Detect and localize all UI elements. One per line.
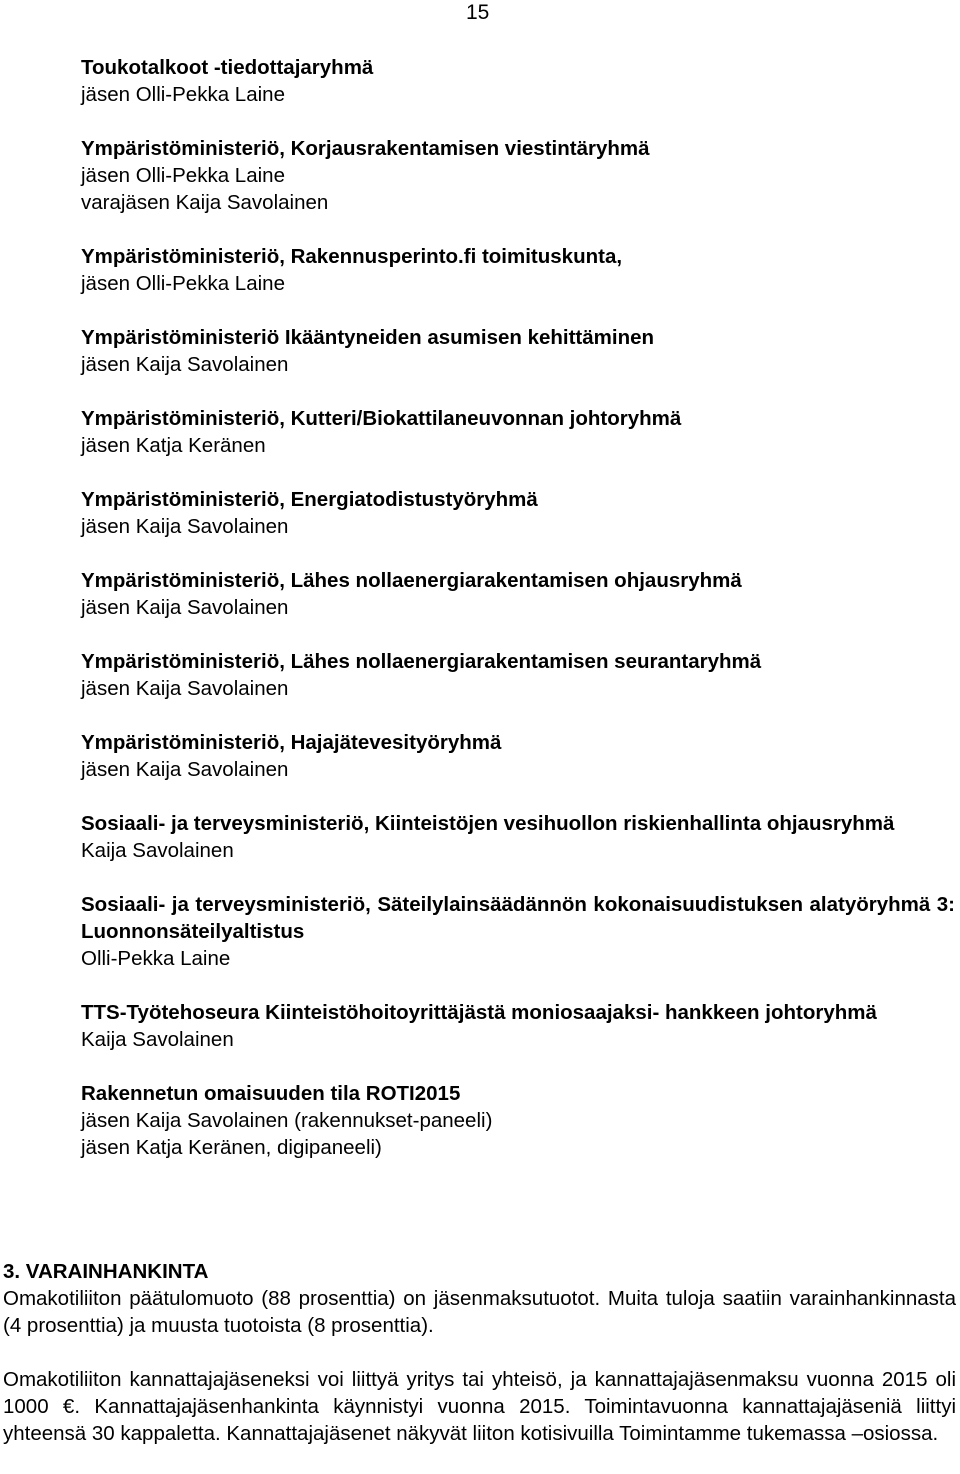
group-member: varajäsen Kaija Savolainen bbox=[81, 191, 329, 214]
group-title: Ympäristöministeriö, Energiatodistustyöryhmä bbox=[81, 488, 538, 511]
group-member: jäsen Kaija Savolainen bbox=[81, 353, 289, 376]
group-member: jäsen Kaija Savolainen bbox=[81, 596, 289, 619]
group-title: Rakennetun omaisuuden tila ROTI2015 bbox=[81, 1082, 461, 1105]
group-title: Ympäristöministeriö, Lähes nollaenergiarakentamisen seurantaryhmä bbox=[81, 650, 762, 673]
group-hajajatevesi bbox=[81, 729, 955, 783]
working-groups-list bbox=[81, 54, 955, 1188]
group-roti2015 bbox=[81, 1080, 955, 1161]
group-member: jäsen Kaija Savolainen bbox=[81, 677, 289, 700]
group-member: jäsen Katja Keränen, digipaneeli) bbox=[81, 1136, 382, 1159]
section-paragraph: Omakotiliiton päätulomuoto (88 prosenttia) on jäsenmaksutuotot. Muita tuloja saatiin varainhankinnasta (4 prosenttia) ja muusta tuotoista (8 prosenttia). bbox=[3, 1287, 956, 1337]
group-member: jäsen Kaija Savolainen bbox=[81, 515, 289, 538]
group-korjausrakentaminen bbox=[81, 135, 955, 216]
group-title: Toukotalkoot -tiedottajaryhmä bbox=[81, 56, 374, 79]
group-member: jäsen Kaija Savolainen bbox=[81, 758, 289, 781]
group-title: Ympäristöministeriö, Rakennusperinto.fi toimituskunta, bbox=[81, 245, 623, 268]
group-sateilylainsaadanto bbox=[81, 891, 955, 972]
group-rakennusperinto bbox=[81, 243, 955, 297]
group-title: Ympäristöministeriö Ikääntyneiden asumisen kehittäminen bbox=[81, 326, 655, 349]
group-member: jäsen Olli-Pekka Laine bbox=[81, 272, 285, 295]
group-member: Kaija Savolainen bbox=[81, 839, 234, 862]
group-member: Kaija Savolainen bbox=[81, 1028, 234, 1051]
group-member: jäsen Kaija Savolainen (rakennukset-paneeli) bbox=[81, 1109, 493, 1132]
group-energiatodistus bbox=[81, 486, 955, 540]
group-title: Ympäristöministeriö, Hajajätevesityöryhmä bbox=[81, 731, 502, 754]
page-number: 15 bbox=[466, 1, 490, 24]
group-ikaantyneet bbox=[81, 324, 955, 378]
group-nollaenergia-ohjaus bbox=[81, 567, 955, 621]
group-member: jäsen Olli-Pekka Laine bbox=[81, 83, 285, 106]
group-member: jäsen Olli-Pekka Laine bbox=[81, 164, 285, 187]
group-title: TTS-Työtehoseura Kiinteistöhoitoyrittäjästä moniosaajaksi- hankkeen johtoryhmä bbox=[81, 1001, 877, 1024]
section-varainhankinta bbox=[3, 1258, 956, 1474]
group-member: Olli-Pekka Laine bbox=[81, 947, 231, 970]
group-member: jäsen Katja Keränen bbox=[81, 434, 266, 457]
section-heading: 3. VARAINHANKINTA bbox=[3, 1260, 209, 1283]
group-vesihuolto bbox=[81, 810, 955, 864]
group-title: Sosiaali- ja terveysministeriö, Säteilylainsäädännön kokonaisuudistuksen alatyöryhmä 3: Luonnonsäteilyaltistus bbox=[81, 893, 955, 943]
group-toukotalkoot bbox=[81, 54, 955, 108]
section-paragraph: Omakotiliiton kannattajajäseneksi voi liittyä yritys tai yhteisö, ja kannattajajäsenmaksu vuonna 2015 oli 1000 €. Kannattajajäsenhankinta käynnistyi vuonna 2015. Toimintavuonna kannattajajäseniä liittyi yhteensä 30 kappaletta. Kannattajajäsenet näkyvät liiton kotisivuilla Toimintamme tukemassa –osiossa. bbox=[3, 1368, 956, 1445]
group-title: Ympäristöministeriö, Korjausrakentamisen viestintäryhmä bbox=[81, 137, 650, 160]
group-title: Ympäristöministeriö, Lähes nollaenergiarakentamisen ohjausryhmä bbox=[81, 569, 742, 592]
group-title: Sosiaali- ja terveysministeriö, Kiinteistöjen vesihuollon riskienhallinta ohjausryhmä bbox=[81, 812, 895, 835]
group-tts bbox=[81, 999, 955, 1053]
group-nollaenergia-seuranta bbox=[81, 648, 955, 702]
group-kutteri bbox=[81, 405, 955, 459]
group-title: Ympäristöministeriö, Kutteri/Biokattilaneuvonnan johtoryhmä bbox=[81, 407, 682, 430]
